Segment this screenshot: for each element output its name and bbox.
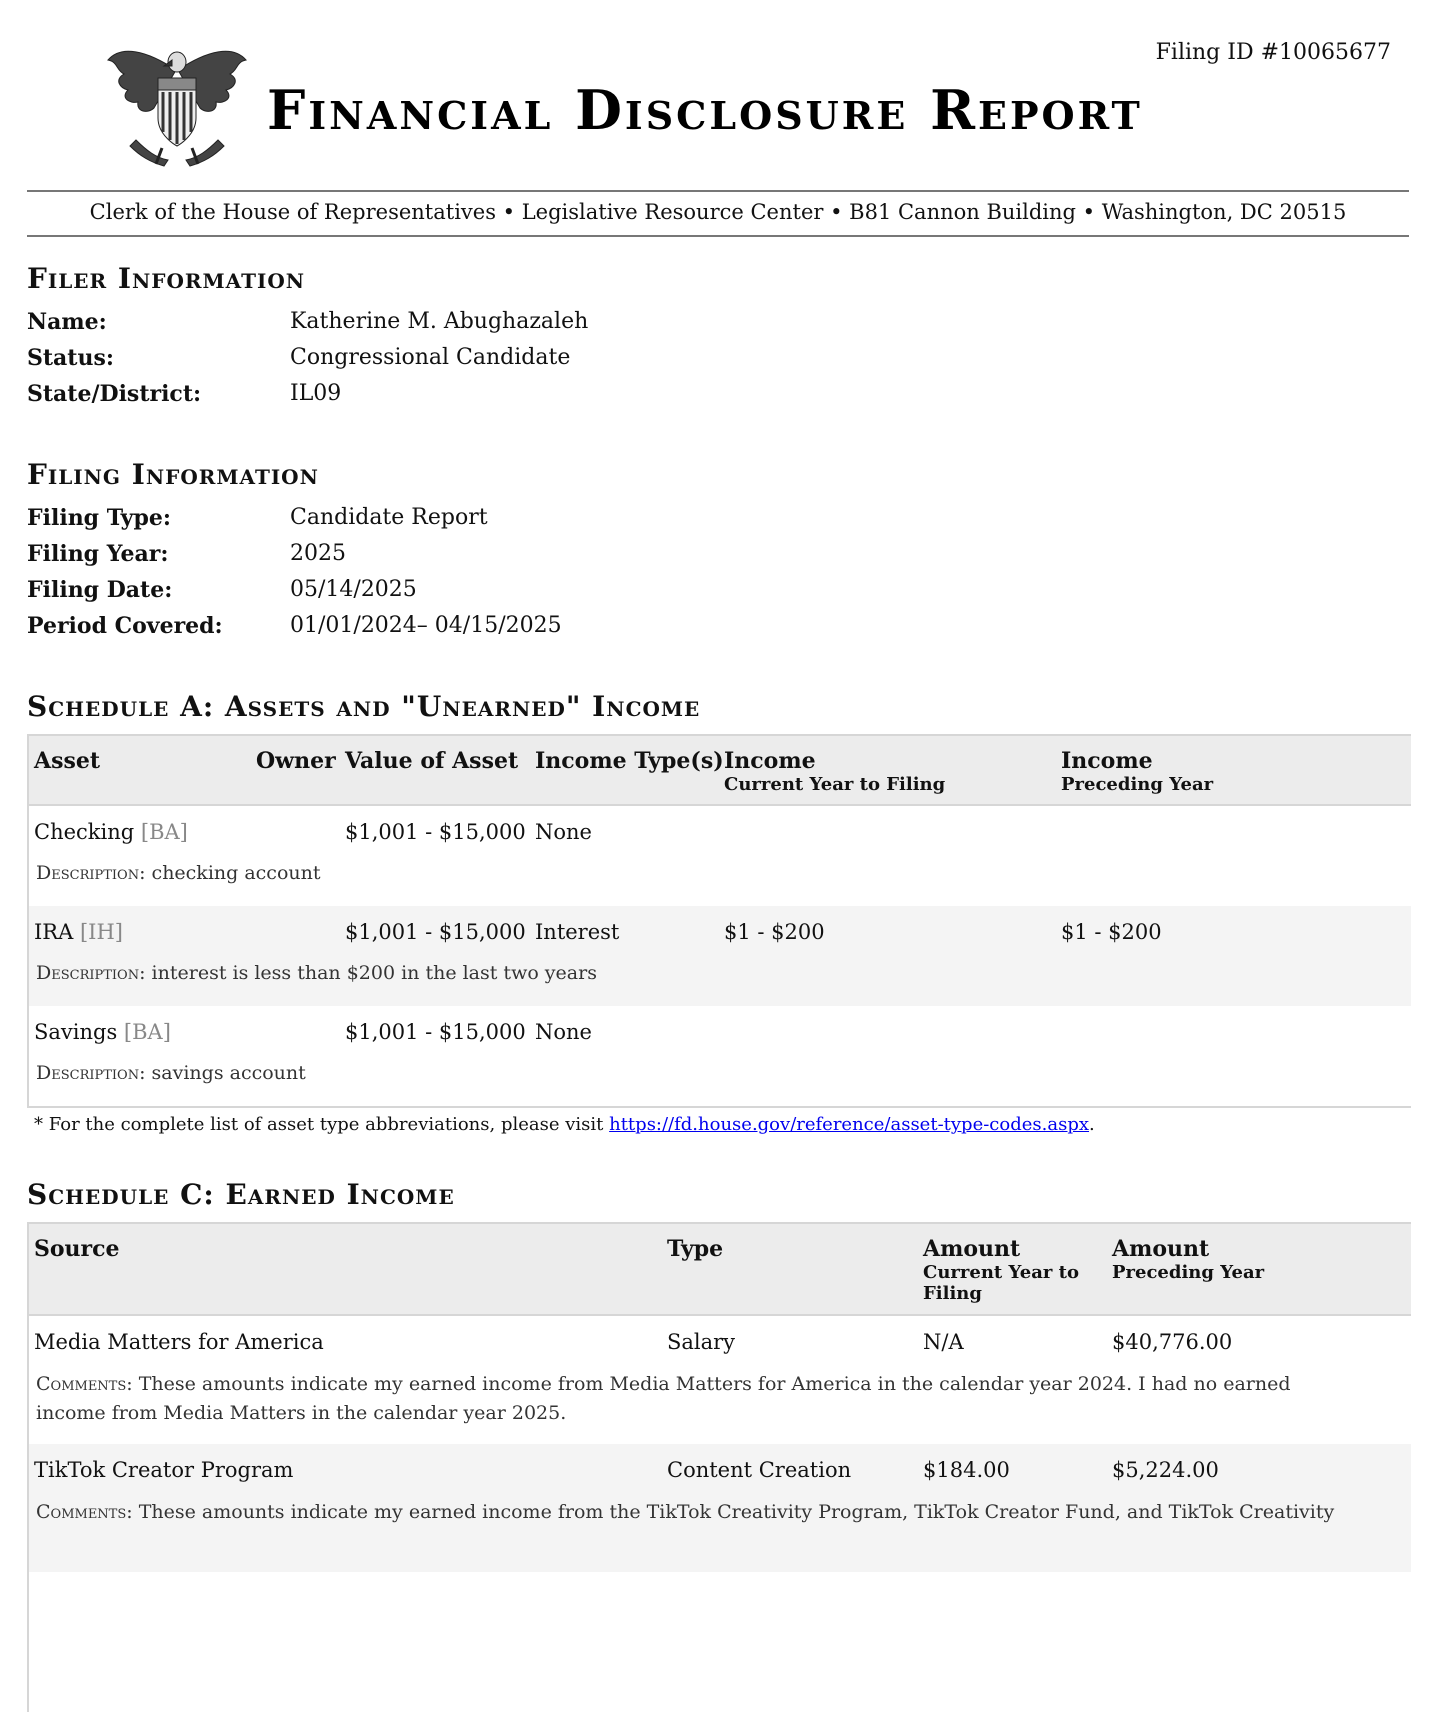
- schedule-a-table: [27, 734, 1411, 1108]
- schedule-a-heading: Schedule A: Assets and "Unearned" Income: [27, 690, 701, 723]
- col-income-preceding-label: Income: [1061, 748, 1153, 774]
- footnote-end: .: [1089, 1114, 1095, 1135]
- income-preceding: $1 - $200: [1061, 920, 1162, 944]
- filer-district-value: IL09: [290, 381, 342, 406]
- table-row: [29, 1006, 1411, 1106]
- income-type: Salary: [667, 1330, 736, 1354]
- col-value: Value of Asset: [345, 748, 519, 774]
- description-label: Description:: [36, 862, 146, 884]
- col-income-current: [724, 748, 945, 795]
- filer-status-value: Congressional Candidate: [290, 345, 571, 370]
- income-type: Content Creation: [667, 1458, 852, 1482]
- filing-id: Filing ID #10065677: [1155, 40, 1391, 65]
- col-owner: Owner: [256, 748, 336, 774]
- col-amount-current-label: Amount: [923, 1236, 1021, 1262]
- comments-text: These amounts indicate my earned income from the TikTok Creativity Program, TikTok Creator Fund, and TikTok Creativity: [138, 1501, 1335, 1523]
- col-amount-current-sub: Current Year to Filing: [923, 1262, 1079, 1304]
- description-text: interest is less than $200 in the last two years: [151, 962, 597, 984]
- table-row: [29, 806, 1411, 906]
- filing-type-row: [27, 505, 927, 535]
- filing-date-row: [27, 577, 927, 607]
- filing-year-row: [27, 541, 927, 571]
- filing-type-label: Filing Type:: [27, 505, 171, 531]
- filing-year-value: 2025: [290, 541, 346, 566]
- amount-current: $184.00: [923, 1458, 1010, 1482]
- period-covered-row: [27, 613, 927, 643]
- col-amount-preceding: [1112, 1236, 1264, 1283]
- filer-name-value: Katherine M. Abughazaleh: [290, 309, 589, 334]
- header-divider-bottom: [27, 235, 1409, 237]
- clerk-address: Clerk of the House of Representatives • Legislative Resource Center • B81 Cannon Building • Washington, DC 20515: [89, 200, 1347, 224]
- col-asset: Asset: [34, 748, 100, 774]
- description-text: savings account: [151, 1062, 306, 1084]
- income-source: Media Matters for America: [34, 1330, 324, 1354]
- income-current: $1 - $200: [724, 920, 825, 944]
- period-covered-label: Period Covered:: [27, 613, 223, 639]
- filer-status-label: Status:: [27, 345, 114, 371]
- col-amount-preceding-sub: Preceding Year: [1112, 1262, 1265, 1283]
- comments-label: Comments:: [36, 1501, 133, 1523]
- col-income-preceding: [1061, 748, 1213, 795]
- asset-description: [36, 1062, 306, 1084]
- asset-name: [34, 920, 123, 944]
- amount-preceding: $40,776.00: [1112, 1330, 1233, 1354]
- asset-name-text: Checking: [34, 820, 135, 844]
- col-source: Source: [34, 1236, 120, 1262]
- income-type: None: [535, 1020, 592, 1044]
- schedule-c-table: [27, 1222, 1411, 1712]
- col-income-current-label: Income: [724, 748, 816, 774]
- asset-name-text: IRA: [34, 920, 74, 944]
- filer-name-label: Name:: [27, 309, 107, 335]
- asset-type-code: [IH]: [79, 920, 123, 944]
- comments-text: These amounts indicate my earned income from Media Matters for America in the calendar year 2024. I had no earned income from Media Matters in the calendar year 2025.: [36, 1373, 1291, 1424]
- col-income-current-sub: Current Year to Filing: [724, 774, 946, 795]
- asset-value: $1,001 - $15,000: [345, 820, 526, 844]
- income-type: Interest: [535, 920, 620, 944]
- table-row: [29, 1316, 1411, 1444]
- footnote-text: * For the complete list of asset type abbreviations, please visit: [34, 1114, 610, 1135]
- filer-district-row: [27, 381, 927, 411]
- asset-description: [36, 962, 597, 984]
- asset-type-code: [BA]: [140, 820, 188, 844]
- table-row: [29, 1444, 1411, 1572]
- table-row: [29, 906, 1411, 1006]
- filer-name-row: [27, 309, 927, 339]
- asset-name: [34, 1020, 171, 1044]
- col-type: Type: [667, 1236, 724, 1262]
- description-label: Description:: [36, 962, 146, 984]
- house-eagle-seal-icon: [106, 40, 248, 170]
- filing-information-heading: Filing Information: [27, 458, 319, 491]
- filer-status-row: [27, 345, 927, 375]
- filing-year-label: Filing Year:: [27, 541, 169, 567]
- asset-type-codes-link[interactable]: https://fd.house.gov/reference/asset-type-codes.aspx: [609, 1114, 1090, 1135]
- filer-information-heading: Filer Information: [27, 262, 306, 295]
- income-comments: [36, 1498, 1356, 1527]
- asset-value: $1,001 - $15,000: [345, 920, 526, 944]
- filing-type-value: Candidate Report: [290, 505, 488, 530]
- schedule-c-header-row: [29, 1224, 1411, 1316]
- asset-name: [34, 820, 188, 844]
- asset-name-text: Savings: [34, 1020, 118, 1044]
- income-source: TikTok Creator Program: [34, 1458, 294, 1482]
- col-amount-preceding-label: Amount: [1112, 1236, 1210, 1262]
- asset-type-code: [BA]: [123, 1020, 171, 1044]
- filer-district-label: State/District:: [27, 381, 202, 407]
- income-type: None: [535, 820, 592, 844]
- amount-current: N/A: [923, 1330, 964, 1354]
- col-income-preceding-sub: Preceding Year: [1061, 774, 1214, 795]
- asset-description: [36, 862, 321, 884]
- header-divider-top: [27, 190, 1409, 192]
- report-title: Financial Disclosure Report: [267, 78, 1143, 142]
- filing-date-label: Filing Date:: [27, 577, 173, 603]
- description-text: checking account: [151, 862, 321, 884]
- comments-label: Comments:: [36, 1373, 133, 1395]
- description-label: Description:: [36, 1062, 146, 1084]
- filing-date-value: 05/14/2025: [290, 577, 417, 602]
- schedule-c-heading: Schedule C: Earned Income: [27, 1178, 455, 1211]
- asset-value: $1,001 - $15,000: [345, 1020, 526, 1044]
- asset-codes-footnote: [34, 1114, 1095, 1135]
- schedule-a-header-row: [29, 736, 1411, 806]
- income-comments: [36, 1370, 1356, 1428]
- col-amount-current: [923, 1236, 1093, 1304]
- col-income-type: Income Type(s): [535, 748, 724, 774]
- amount-preceding: $5,224.00: [1112, 1458, 1219, 1482]
- period-covered-value: 01/01/2024– 04/15/2025: [290, 613, 562, 638]
